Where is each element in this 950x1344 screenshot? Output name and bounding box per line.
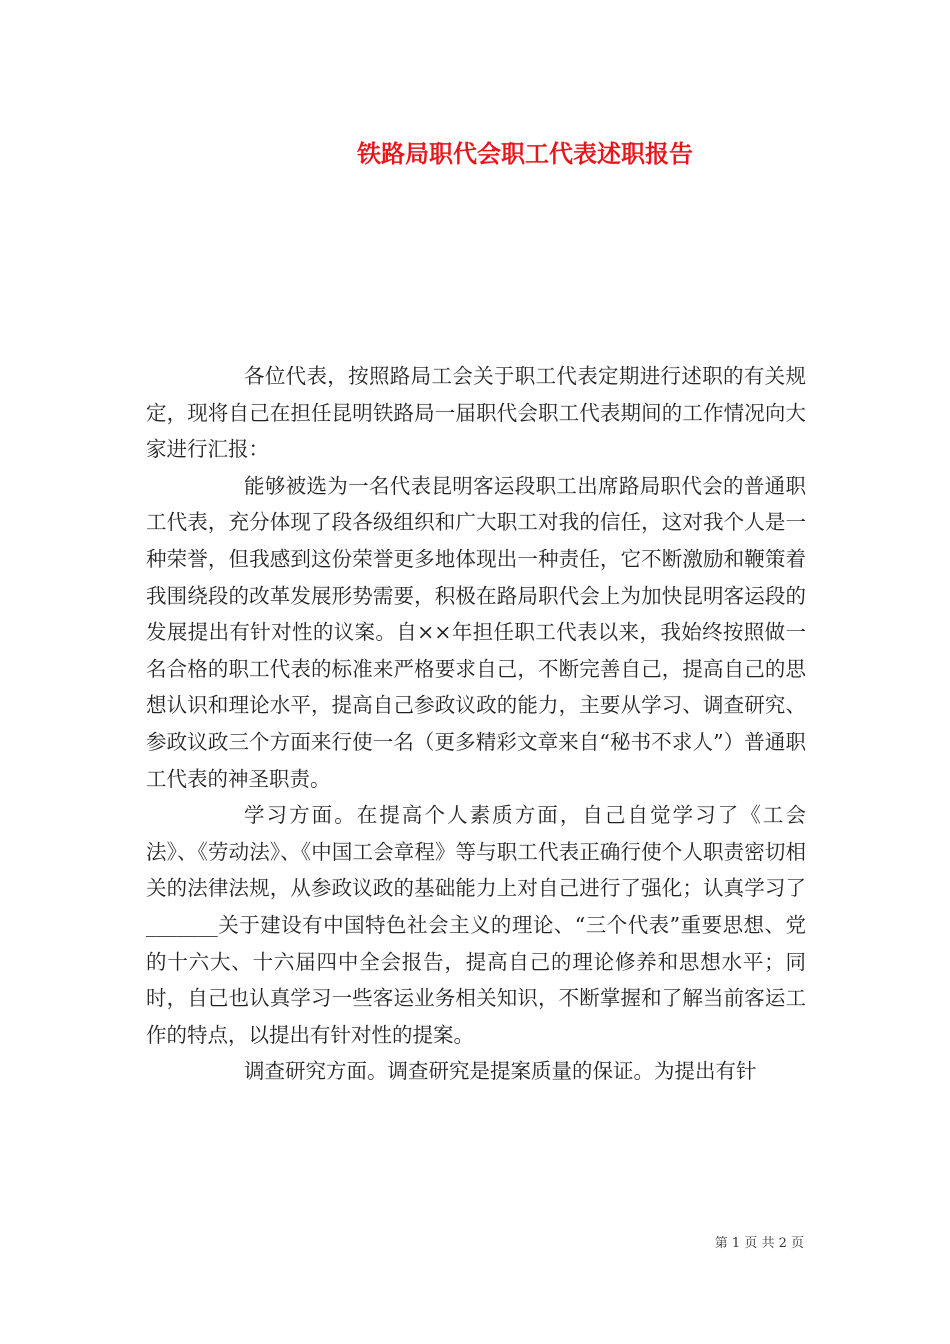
paragraph-greeting: 各位代表，按照路局工会关于职工代表定期进行述职的有关规定，现将自己在担任昆明铁路局一届职代会职工代表期间的工作情况向大家进行汇报： — [146, 364, 806, 462]
page-number: 第 1 页 共 2 页 — [714, 1236, 804, 1251]
paragraph-research: 调查研究方面。调查研究是提案质量的保证。为提出有针 — [244, 1059, 757, 1084]
document-body — [146, 358, 806, 1090]
paragraph-study: 学习方面。在提高个人素质方面，自己自觉学习了《工会法》、《劳动法》、《中国工会章程》等与职工代表正确行使个人职责密切相关的法律法规，从参政议政的基础能力上对自己进行了强化；认真学习了_______关于建设有中国特色社会主义的理论、“三个代表”重要思想、党的十六大、十六届四中全会报告，提高自己的理论修养和思想水平；同时，自己也认真学习一些客运业务相关知识，不断掌握和了解当前客运工作的特点，以提出有针对性的提案。 — [146, 803, 806, 1047]
paragraph-introduction: 能够被选为一名代表昆明客运段职工出席路局职代会的普通职工代表，充分体现了段各级组织和广大职工对我的信任，这对我个人是一种荣誉，但我感到这份荣誉更多地体现出一种责任，它不断激励和鞭策着我围绕段的改革发展形势需要，积极在路局职代会上为加快昆明客运段的发展提出有针对性的议案。自××年担任职工代表以来，我始终按照做一名合格的职工代表的标准来严格要求自己，不断完善自己，提高自己的思想认识和理论水平，提高自己参政议政的能力，主要从学习、调查研究、参政议政三个方面来行使一名（更多精彩文章来自“秘书不求人”）普通职工代表的神圣职责。 — [146, 473, 806, 791]
page-title: 铁路局职代会职工代表述职报告 — [357, 139, 693, 168]
